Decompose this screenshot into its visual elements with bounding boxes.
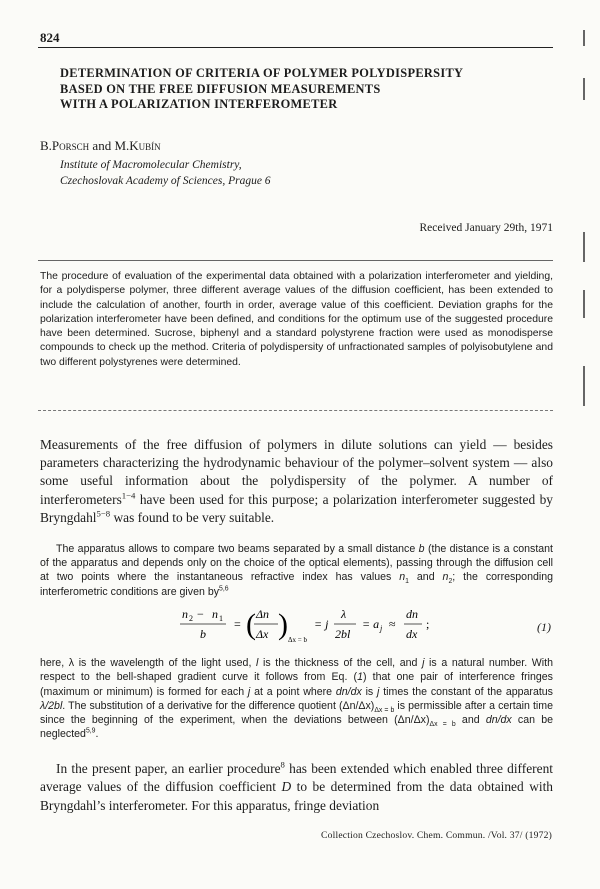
- eq-n: n: [182, 607, 188, 621]
- symbol: n: [399, 571, 406, 584]
- intro-paragraph: [40, 436, 553, 527]
- symbol: b: [418, 543, 425, 555]
- eq-lambda: λ: [341, 607, 347, 621]
- reference: 5,6: [219, 585, 229, 593]
- symbol: dn/dx: [335, 685, 362, 698]
- text: In the present paper, an earlier procedure: [56, 761, 281, 776]
- text: Measurements of the free diffusion of polymers in dilute solutions can yield — besides parameters characterizing the hydrodynamic behaviour of the polymer–solvent system — also some useful information about the polydispersity of the polymer. A number of interferometers: [40, 437, 553, 507]
- text: at a point where: [250, 685, 336, 698]
- text: is a natural number. With respect to the bell-shaped gradient curve it follows from Eq. (: [40, 657, 553, 684]
- author-conjunction: and: [89, 138, 115, 153]
- equation-ref: 1: [357, 671, 363, 684]
- text: here, λ is the wavelength of the light used,: [40, 657, 257, 669]
- eq-n: n: [212, 607, 218, 621]
- eq-2bl: 2bl: [335, 627, 351, 641]
- text: ) that one pair of interference fringes (maximum or minimum) is formed for each: [40, 671, 553, 698]
- text: is permissible after a certain time since the beginning of the experiment, when the deviations between (Δn/Δx): [40, 699, 553, 727]
- eq-dn: dn: [406, 607, 418, 621]
- text: is: [361, 685, 378, 698]
- author-surname: Porsch: [51, 138, 90, 153]
- author-initial: B.: [40, 138, 52, 153]
- author-initial: M.: [114, 138, 130, 153]
- symbol: l: [256, 657, 259, 669]
- eq-j: = j: [314, 617, 329, 631]
- text: . The substitution of a derivative for the difference quotient (Δn/Δx): [62, 699, 375, 712]
- eq-delta-n: Δn: [256, 607, 270, 621]
- text: and: [408, 571, 443, 584]
- journal-footer: Collection Czechoslov. Chem. Commun. /Vol. 37/ (1972): [321, 830, 552, 841]
- eq-condition: Δx = b: [288, 636, 307, 644]
- margin-mark: [583, 290, 585, 318]
- page-number: 824: [40, 30, 60, 45]
- eq-sub: j: [380, 624, 383, 633]
- eq-a: = a: [362, 617, 380, 631]
- authors: [40, 138, 161, 154]
- reference: 5−8: [96, 508, 111, 519]
- text: was found to be very suitable.: [110, 509, 275, 525]
- margin-mark: [583, 366, 585, 406]
- eq-approx: ≈: [389, 617, 396, 631]
- margin-mark: [583, 232, 585, 262]
- subscript: Δx = b: [374, 707, 395, 714]
- text: can be neglected: [40, 714, 554, 741]
- subscript: 1: [405, 578, 409, 586]
- article-title: [60, 66, 540, 113]
- subscript: 2: [448, 578, 453, 586]
- equation-formula: [178, 598, 458, 656]
- text: to be determined from the data obtained with Bryngdahl’s interferometer. For this apparatus, fringe deviation: [40, 779, 553, 813]
- eq-sub: 2: [189, 614, 193, 623]
- title-line: DETERMINATION OF CRITERIA OF POLYMER POLYDISPERSITY: [60, 66, 464, 80]
- reference: 5,9: [85, 727, 96, 735]
- equation-1: [40, 598, 553, 656]
- affiliation: [60, 157, 271, 189]
- eq-b: b: [200, 627, 206, 641]
- text: ; the corresponding interferometric conditions are given by: [40, 571, 553, 598]
- symbol: D: [281, 779, 292, 795]
- subscript: Δx = b: [429, 721, 456, 729]
- symbol: j: [247, 685, 251, 698]
- reference: 8: [280, 759, 285, 770]
- present-paper-paragraph: [40, 760, 553, 815]
- received-date: Received January 29th, 1971: [419, 222, 553, 234]
- margin-mark: [583, 78, 585, 100]
- symbol: j: [377, 685, 380, 698]
- affiliation-line: Czechoslovak Academy of Sciences, Prague 6: [60, 175, 271, 187]
- text: is the thickness of the cell, and: [258, 657, 423, 669]
- paren-left: (: [246, 608, 256, 641]
- text: has been extended which enabled three different average values of the diffusion coefficient: [40, 761, 553, 795]
- text: The apparatus allows to compare two beams separated by a small distance: [56, 543, 419, 555]
- title-line: BASED ON THE FREE DIFFUSION MEASUREMENTS: [60, 81, 381, 96]
- reference: 1−4: [121, 490, 136, 501]
- text: times the constant of the apparatus: [379, 685, 553, 698]
- equation-number: (1): [537, 620, 551, 634]
- affiliation-line: Institute of Macromolecular Chemistry,: [60, 159, 242, 171]
- text: have been used for this purpose; a polarization interferometer suggested by Bryngdahl: [40, 491, 553, 525]
- symbol: j: [422, 657, 425, 669]
- symbol: n: [442, 571, 449, 584]
- explanation-paragraph: [40, 656, 553, 742]
- eq-sub: 1: [219, 614, 223, 623]
- eq-minus: −: [194, 607, 207, 621]
- abstract-rule-top: [38, 260, 553, 261]
- abstract: The procedure of evaluation of the experimental data obtained with a polarization interferometer and yielding, for a polydisperse polymer, three different average values of the diffusion coefficient, has been extended to include the calculation of another, fourth in order, average value of this coefficient. Deviation graphs for the polarization interferometer have been defined, and conditions for the optimum use of the suggested procedure have been determined. Sucrose, biphenyl and a standard polystyrene fraction were used as monodisperse compounds to check up the method. Criteria of polydispersity of unfractionated samples of polyisobutylene and two different polystyrenes were determined.: [40, 271, 553, 368]
- text: and: [455, 714, 486, 727]
- margin-mark: [583, 30, 585, 46]
- author-surname: Kubín: [129, 138, 161, 153]
- text: .: [95, 728, 99, 741]
- header-rule: [38, 47, 553, 48]
- title-line: WITH A POLARIZATION INTERFEROMETER: [60, 97, 338, 111]
- symbol: dn/dx: [485, 714, 512, 727]
- text: (the distance is a constant of the apparatus and depends only on the choice of the optical elements), passing through the diffusion cell at two points where the instantaneous refractive index has values: [40, 543, 553, 584]
- paren-right: ): [278, 608, 288, 641]
- eq-dx: dx: [406, 627, 418, 641]
- eq-equals: =: [234, 617, 241, 631]
- eq-semicolon: ;: [426, 617, 430, 631]
- abstract-rule-bottom: [38, 410, 553, 411]
- eq-delta-x: Δx: [256, 627, 269, 641]
- apparatus-paragraph: [40, 542, 553, 599]
- symbol: λ/2bl: [40, 699, 63, 712]
